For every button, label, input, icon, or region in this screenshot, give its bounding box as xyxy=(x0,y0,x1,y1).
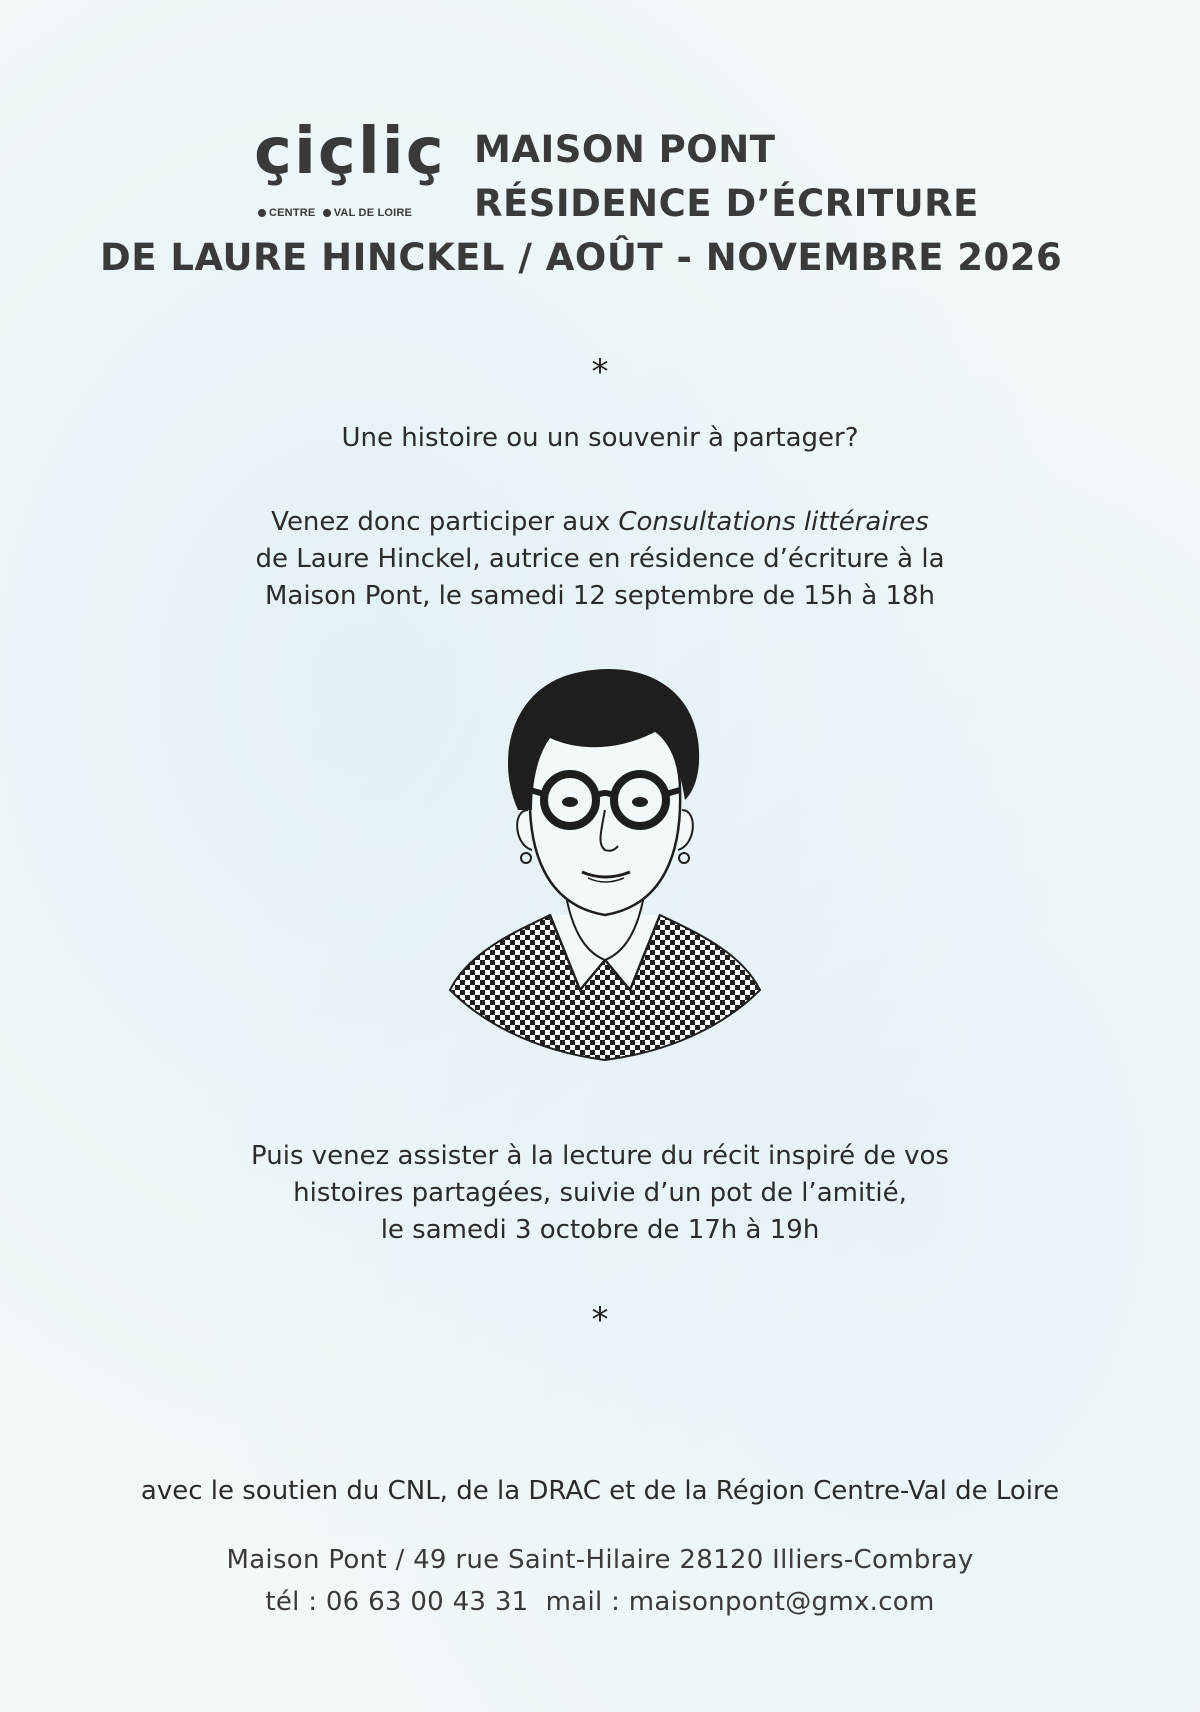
author-portrait xyxy=(440,660,770,1100)
logo-tagline xyxy=(258,207,412,219)
reading-line-3: le samedi 3 octobre de 17h à 19h xyxy=(380,1215,820,1245)
dot-icon xyxy=(258,209,266,217)
intro-line-1-text: Venez donc participer aux xyxy=(271,507,619,537)
reading-paragraph xyxy=(0,1138,1200,1249)
intro-line-1 xyxy=(0,504,1200,541)
intro-italic-title: Consultations littéraires xyxy=(618,507,929,537)
contact-text: tél : 06 63 00 43 31 mail : maisonpont@gmx.com xyxy=(265,1587,935,1617)
header-line-3: DE LAURE HINCKEL / AOÛT - NOVEMBRE 2026 xyxy=(100,236,1063,279)
ciclic-logo xyxy=(254,115,454,219)
reading-line-2: histoires partagées, suivie d’un pot de l’amitié, xyxy=(293,1178,907,1208)
header-line-2: RÉSIDENCE D’ÉCRITURE xyxy=(474,182,979,225)
reading-line-1: Puis venez assister à la lecture du récit inspiré de vos xyxy=(251,1141,949,1171)
logo-wordmark: çiçliç xyxy=(254,115,446,189)
header-line-1: MAISON PONT xyxy=(474,128,776,171)
separator-star: * xyxy=(591,1300,609,1340)
intro-question: Une histoire ou un souvenir à partager? xyxy=(341,423,859,453)
separator-star: * xyxy=(591,352,609,392)
logo-tagline-region: VAL DE LOIRE xyxy=(333,207,413,219)
support-text: avec le soutien du CNL, de la DRAC et de la Région Centre-Val de Loire xyxy=(140,1476,1060,1506)
dot-icon xyxy=(323,209,331,217)
logo-tagline-centre: CENTRE xyxy=(269,207,316,219)
intro-line-3: Maison Pont, le samedi 12 septembre de 15h à 18h xyxy=(264,581,936,611)
address-text: Maison Pont / 49 rue Saint-Hilaire 28120 Illiers-Combray xyxy=(226,1545,974,1575)
intro-paragraph xyxy=(0,504,1200,615)
intro-line-2: de Laure Hinckel, autrice en résidence d’écriture à la xyxy=(255,544,945,574)
